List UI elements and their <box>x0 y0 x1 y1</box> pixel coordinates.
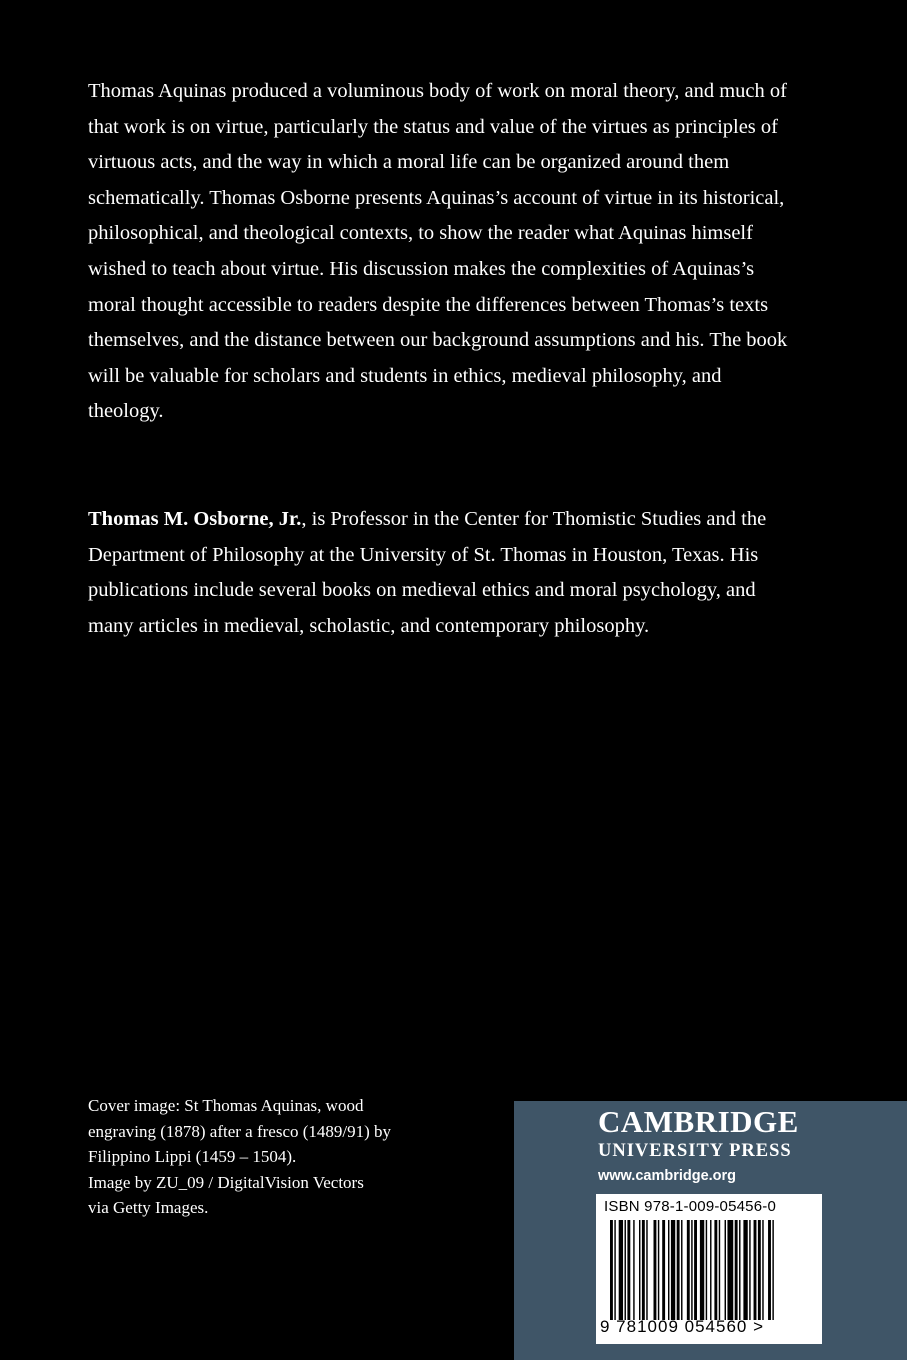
barcode-digits: 9 781009 054560 > <box>600 1317 765 1336</box>
publisher-logo-subtitle: UNIVERSITY PRESS <box>598 1141 792 1161</box>
author-name: Thomas M. Osborne, Jr. <box>88 508 302 530</box>
credit-line: via Getty Images. <box>88 1198 209 1217</box>
publisher-website: www.cambridge.org <box>598 1168 737 1184</box>
credit-line: Filippino Lippi (1459 – 1504). <box>88 1147 297 1166</box>
book-description: Thomas Aquinas produced a voluminous body of work on moral theory, and much of that work is on virtue, particularly the status and value of the virtues as principles of virtuous acts, and the way in which a moral life can be organized around them schematically. Thomas Osborne presents Aquinas’s account of virtue in its historical, philosophical, and theological contexts, to show the reader what Aquinas himself wished to teach about virtue. His discussion makes the complexities of Aquinas’s moral thought accessible to readers despite the differences between Thomas’s texts themselves, and the distance between our background assumptions and his. The book will be valuable for scholars and students in ethics, medieval philosophy, and theology. <box>88 80 788 423</box>
barcode-icon <box>610 1220 810 1320</box>
publisher-logo: CAMBRIDGE <box>598 1104 799 1139</box>
credit-line: engraving (1878) after a fresco (1489/91) by <box>88 1121 392 1141</box>
credit-line: Image by ZU_09 / DigitalVision Vectors <box>88 1172 364 1192</box>
barcode-box <box>596 1194 822 1344</box>
author-bio-text: , is Professor in the Center for Thomistic Studies and the Department of Philosophy at the University of St. Thomas in Houston, Texas. His publications include several books on medieval ethics and moral psychology, and many articles in medieval, scholastic, and contemporary philosophy. <box>88 508 767 637</box>
credit-line: Cover image: St Thomas Aquinas, wood <box>88 1096 364 1115</box>
isbn-label: ISBN 978-1-009-05456-0 <box>604 1198 777 1215</box>
publisher-panel <box>514 1101 907 1360</box>
author-bio <box>88 502 788 644</box>
cover-image-credit <box>88 1093 418 1221</box>
